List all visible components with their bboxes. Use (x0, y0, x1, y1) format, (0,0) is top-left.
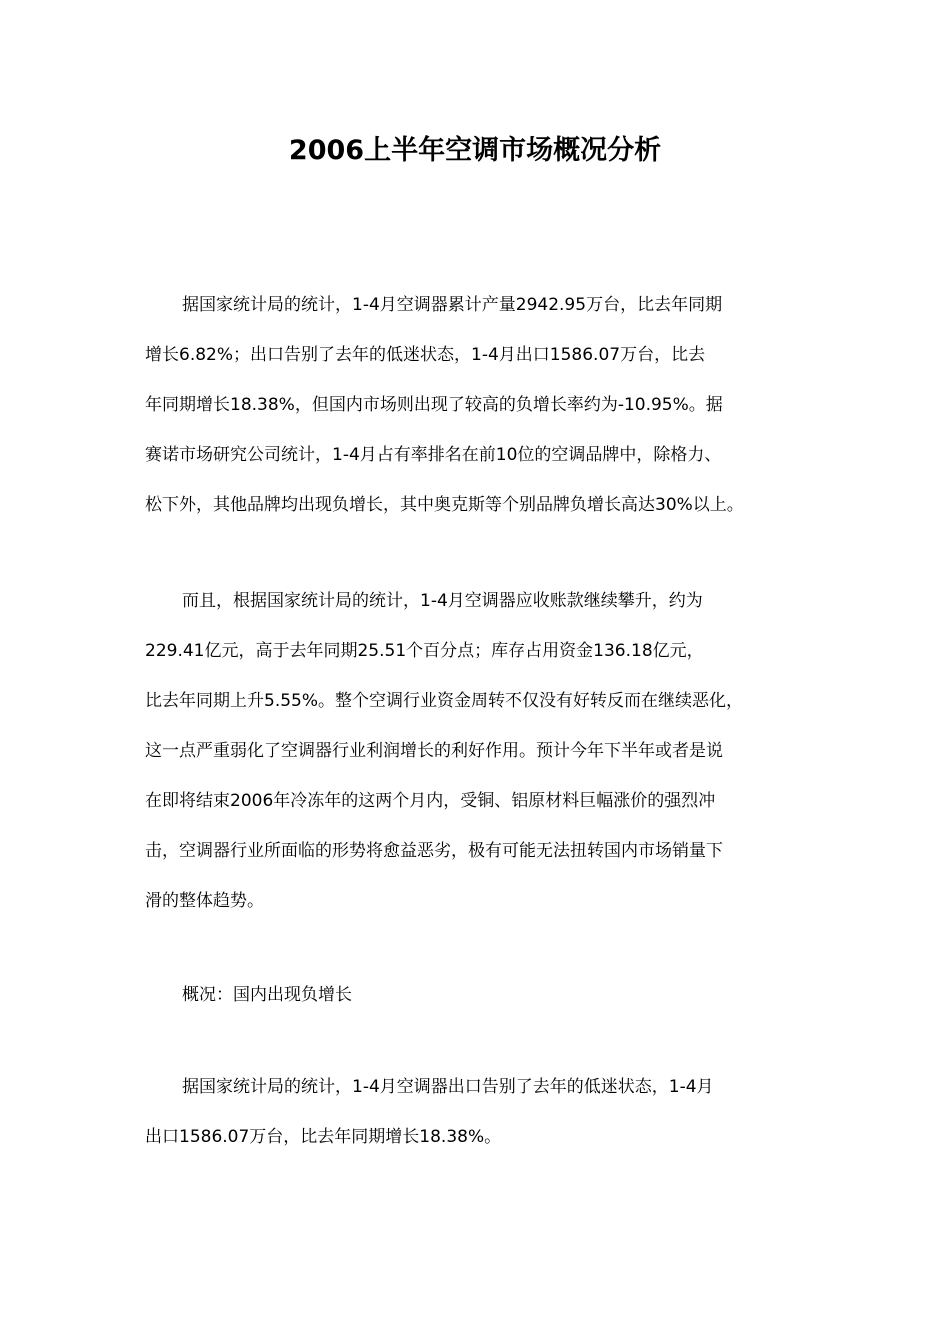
text-line: 而且，根据国家统计局的统计，1-4月空调器应收账款继续攀升，约为 (182, 591, 703, 611)
text-line: 这一点严重弱化了空调器行业利润增长的利好作用。预计今年下半年或者是说 (145, 741, 723, 761)
text-line: 在即将结束2006年冷冻年的这两个月内，受铜、铝原材料巨幅涨价的强烈冲 (145, 791, 716, 811)
text-line: 年同期增长18.38%，但国内市场则出现了较高的负增长率约为-10.95%。据 (145, 395, 723, 415)
text-line: 滑的整体趋势。 (145, 891, 264, 911)
text-line: 赛诺市场研究公司统计，1-4月占有率排名在前10位的空调品牌中，除格力、 (145, 445, 722, 465)
text-line: 比去年同期上升5.55%。整个空调行业资金周转不仅没有好转反而在继续恶化， (145, 691, 744, 711)
paragraph-3 (145, 1062, 825, 1162)
text-line: 据国家统计局的统计，1-4月空调器出口告别了去年的低迷状态，1-4月 (182, 1077, 714, 1097)
paragraph-2 (145, 576, 825, 926)
text-line: 松下外，其他品牌均出现负增长，其中奥克斯等个别品牌负增长高达30%以上。 (145, 495, 744, 515)
paragraph-1 (145, 280, 825, 530)
section-heading: 概况：国内出现负增长 (182, 985, 352, 1005)
text-line: 据国家统计局的统计，1-4月空调器累计产量2942.95万台，比去年同期 (182, 295, 723, 315)
text-line: 229.41亿元，高于去年同期25.51个百分点；库存占用资金136.18亿元， (145, 641, 704, 661)
document-title: 2006上半年空调市场概况分析 (288, 135, 662, 166)
text-line: 击，空调器行业所面临的形势将愈益恶劣，极有可能无法扭转国内市场销量下 (145, 841, 723, 861)
text-line: 增长6.82%；出口告别了去年的低迷状态，1-4月出口1586.07万台，比去 (145, 345, 706, 365)
section-heading-paragraph (145, 970, 825, 1020)
text-line: 出口1586.07万台，比去年同期增长18.38%。 (145, 1127, 502, 1147)
